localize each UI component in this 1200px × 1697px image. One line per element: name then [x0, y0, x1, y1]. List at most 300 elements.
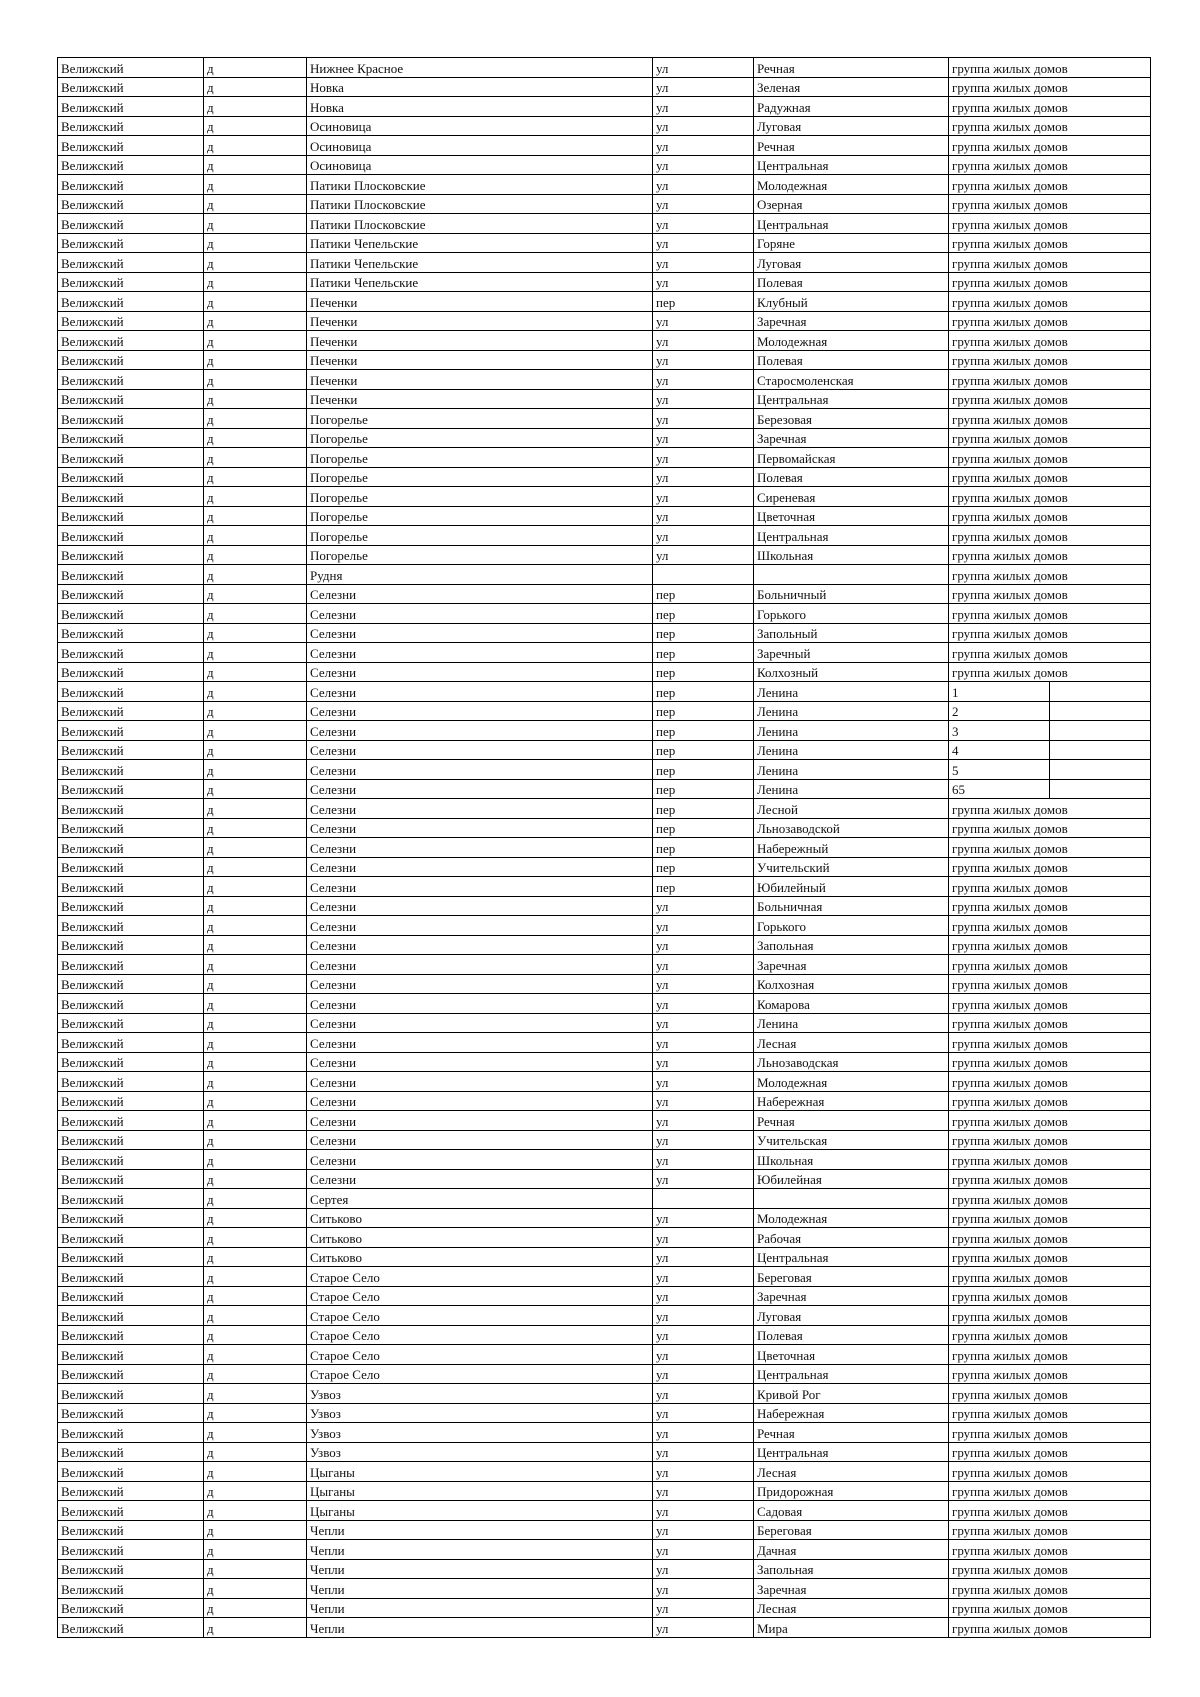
settlement-name-cell: Чепли	[307, 1559, 653, 1579]
street-type-cell: ул	[653, 350, 754, 370]
district-cell: Велижский	[58, 1208, 204, 1228]
house-cell: группа жилых домов	[949, 428, 1151, 448]
settlement-type-cell: д	[204, 662, 307, 682]
settlement-type-cell: д	[204, 1403, 307, 1423]
street-type-cell: ул	[653, 1462, 754, 1482]
district-cell: Велижский	[58, 1150, 204, 1170]
street-name-cell: Заречная	[754, 1579, 949, 1599]
settlement-name-cell: Селезни	[307, 740, 653, 760]
house-cell: группа жилых домов	[949, 1442, 1151, 1462]
table-row	[58, 1598, 1151, 1618]
settlement-type-cell: д	[204, 1345, 307, 1365]
house-cell: группа жилых домов	[949, 1247, 1151, 1267]
house-cell: группа жилых домов	[949, 565, 1151, 585]
table-row	[58, 682, 1151, 702]
table-row	[58, 1501, 1151, 1521]
settlement-type-cell: д	[204, 857, 307, 877]
settlement-name-cell: Погорелье	[307, 467, 653, 487]
table-row	[58, 701, 1151, 721]
street-name-cell: Центральная	[754, 214, 949, 234]
house-cell: группа жилых домов	[949, 155, 1151, 175]
street-type-cell: ул	[653, 1325, 754, 1345]
settlement-name-cell: Селезни	[307, 896, 653, 916]
settlement-name-cell: Чепли	[307, 1579, 653, 1599]
settlement-name-cell: Чепли	[307, 1540, 653, 1560]
street-name-cell: Запольная	[754, 1559, 949, 1579]
house-extra-cell	[1050, 721, 1151, 741]
table-row	[58, 818, 1151, 838]
street-name-cell: Больничный	[754, 584, 949, 604]
district-cell: Велижский	[58, 1403, 204, 1423]
settlement-type-cell: д	[204, 1111, 307, 1131]
table-row	[58, 136, 1151, 156]
district-cell: Велижский	[58, 1189, 204, 1209]
settlement-name-cell: Селезни	[307, 974, 653, 994]
table-row	[58, 1189, 1151, 1209]
street-type-cell: ул	[653, 1247, 754, 1267]
table-row	[58, 662, 1151, 682]
district-cell: Велижский	[58, 253, 204, 273]
settlement-type-cell: д	[204, 623, 307, 643]
table-row	[58, 1033, 1151, 1053]
street-name-cell: Зеленая	[754, 77, 949, 97]
house-cell: 65	[949, 779, 1050, 799]
settlement-type-cell: д	[204, 1286, 307, 1306]
table-row	[58, 994, 1151, 1014]
street-type-cell: ул	[653, 136, 754, 156]
house-cell: группа жилых домов	[949, 272, 1151, 292]
street-type-cell: ул	[653, 311, 754, 331]
settlement-type-cell: д	[204, 721, 307, 741]
house-cell: 4	[949, 740, 1050, 760]
settlement-name-cell: Ситьково	[307, 1208, 653, 1228]
table-row	[58, 740, 1151, 760]
table-row	[58, 1403, 1151, 1423]
table-row	[58, 1228, 1151, 1248]
house-cell: 2	[949, 701, 1050, 721]
street-name-cell: Мира	[754, 1618, 949, 1638]
street-name-cell: Ленина	[754, 721, 949, 741]
street-name-cell: Первомайская	[754, 448, 949, 468]
settlement-type-cell: д	[204, 896, 307, 916]
house-cell: группа жилых домов	[949, 370, 1151, 390]
table-row	[58, 1208, 1151, 1228]
street-name-cell: Луговая	[754, 116, 949, 136]
street-name-cell: Ленина	[754, 740, 949, 760]
settlement-type-cell: д	[204, 1072, 307, 1092]
street-name-cell: Береговая	[754, 1520, 949, 1540]
table-row	[58, 1267, 1151, 1287]
settlement-name-cell: Селезни	[307, 1052, 653, 1072]
district-cell: Велижский	[58, 77, 204, 97]
table-row	[58, 155, 1151, 175]
street-name-cell: Придорожная	[754, 1481, 949, 1501]
settlement-type-cell: д	[204, 545, 307, 565]
street-name-cell: Молодежная	[754, 331, 949, 351]
street-name-cell: Запольный	[754, 623, 949, 643]
street-type-cell: ул	[653, 1579, 754, 1599]
street-type-cell: пер	[653, 292, 754, 312]
settlement-name-cell: Селезни	[307, 643, 653, 663]
settlement-type-cell: д	[204, 58, 307, 78]
street-name-cell: Садовая	[754, 1501, 949, 1521]
district-cell: Велижский	[58, 350, 204, 370]
street-type-cell: пер	[653, 721, 754, 741]
street-type-cell: ул	[653, 1033, 754, 1053]
settlement-name-cell: Селезни	[307, 701, 653, 721]
settlement-name-cell: Узвоз	[307, 1403, 653, 1423]
settlement-type-cell: д	[204, 428, 307, 448]
settlement-type-cell: д	[204, 97, 307, 117]
street-type-cell: ул	[653, 974, 754, 994]
settlement-name-cell: Погорелье	[307, 526, 653, 546]
settlement-name-cell: Старое Село	[307, 1267, 653, 1287]
settlement-type-cell: д	[204, 779, 307, 799]
district-cell: Велижский	[58, 1013, 204, 1033]
table-row	[58, 877, 1151, 897]
street-name-cell: Луговая	[754, 1306, 949, 1326]
settlement-name-cell: Селезни	[307, 1169, 653, 1189]
house-cell: 1	[949, 682, 1050, 702]
district-cell: Велижский	[58, 136, 204, 156]
house-extra-cell	[1050, 701, 1151, 721]
table-row	[58, 467, 1151, 487]
street-name-cell: Речная	[754, 58, 949, 78]
settlement-type-cell: д	[204, 1247, 307, 1267]
street-name-cell: Полевая	[754, 467, 949, 487]
district-cell: Велижский	[58, 818, 204, 838]
house-cell: группа жилых домов	[949, 1462, 1151, 1482]
settlement-type-cell: д	[204, 506, 307, 526]
table-row	[58, 77, 1151, 97]
settlement-name-cell: Селезни	[307, 799, 653, 819]
settlement-name-cell: Узвоз	[307, 1442, 653, 1462]
street-name-cell: Рабочая	[754, 1228, 949, 1248]
settlement-name-cell: Погорелье	[307, 545, 653, 565]
settlement-type-cell: д	[204, 1267, 307, 1287]
settlement-type-cell: д	[204, 1501, 307, 1521]
street-name-cell: Набережная	[754, 1091, 949, 1111]
street-name-cell: Радужная	[754, 97, 949, 117]
settlement-name-cell: Новка	[307, 97, 653, 117]
house-cell: группа жилых домов	[949, 1189, 1151, 1209]
street-type-cell: ул	[653, 1286, 754, 1306]
house-cell: группа жилых домов	[949, 1150, 1151, 1170]
district-cell: Велижский	[58, 623, 204, 643]
table-row	[58, 116, 1151, 136]
district-cell: Велижский	[58, 935, 204, 955]
settlement-type-cell: д	[204, 955, 307, 975]
street-name-cell: Учительский	[754, 857, 949, 877]
settlement-name-cell: Погорелье	[307, 487, 653, 507]
street-name-cell: Старосмоленская	[754, 370, 949, 390]
street-name-cell: Молодежная	[754, 1208, 949, 1228]
street-type-cell: ул	[653, 272, 754, 292]
district-cell: Велижский	[58, 701, 204, 721]
settlement-type-cell: д	[204, 701, 307, 721]
settlement-name-cell: Патики Чепельские	[307, 233, 653, 253]
street-name-cell: Колхозный	[754, 662, 949, 682]
table-row	[58, 857, 1151, 877]
settlement-type-cell: д	[204, 1306, 307, 1326]
street-type-cell: ул	[653, 1072, 754, 1092]
district-cell: Велижский	[58, 1267, 204, 1287]
table-row	[58, 526, 1151, 546]
settlement-type-cell: д	[204, 974, 307, 994]
house-cell: группа жилых домов	[949, 409, 1151, 429]
settlement-name-cell: Селезни	[307, 1130, 653, 1150]
district-cell: Велижский	[58, 1618, 204, 1638]
street-type-cell: ул	[653, 506, 754, 526]
settlement-type-cell: д	[204, 116, 307, 136]
street-type-cell: ул	[653, 1052, 754, 1072]
street-name-cell: Лесная	[754, 1462, 949, 1482]
house-cell: группа жилых домов	[949, 1111, 1151, 1131]
settlement-type-cell: д	[204, 1540, 307, 1560]
house-cell: группа жилых домов	[949, 487, 1151, 507]
district-cell: Велижский	[58, 643, 204, 663]
settlement-name-cell: Старое Село	[307, 1364, 653, 1384]
street-type-cell: ул	[653, 467, 754, 487]
street-type-cell: ул	[653, 370, 754, 390]
settlement-name-cell: Узвоз	[307, 1384, 653, 1404]
street-type-cell: ул	[653, 1384, 754, 1404]
settlement-name-cell: Селезни	[307, 877, 653, 897]
house-cell: группа жилых домов	[949, 857, 1151, 877]
street-name-cell: Учительская	[754, 1130, 949, 1150]
settlement-type-cell: д	[204, 1189, 307, 1209]
street-type-cell: ул	[653, 1306, 754, 1326]
house-cell: группа жилых домов	[949, 1559, 1151, 1579]
street-name-cell: Молодежная	[754, 175, 949, 195]
street-type-cell: пер	[653, 877, 754, 897]
district-cell: Велижский	[58, 896, 204, 916]
settlement-name-cell: Цыганы	[307, 1462, 653, 1482]
table-row	[58, 370, 1151, 390]
settlement-type-cell: д	[204, 1618, 307, 1638]
street-name-cell: Молодежная	[754, 1072, 949, 1092]
address-table	[57, 57, 1151, 1638]
settlement-type-cell: д	[204, 233, 307, 253]
settlement-type-cell: д	[204, 1442, 307, 1462]
table-row	[58, 584, 1151, 604]
settlement-name-cell: Селезни	[307, 1013, 653, 1033]
settlement-type-cell: д	[204, 565, 307, 585]
table-row	[58, 97, 1151, 117]
house-cell: группа жилых домов	[949, 331, 1151, 351]
district-cell: Велижский	[58, 1481, 204, 1501]
street-name-cell: Горяне	[754, 233, 949, 253]
house-cell: группа жилых домов	[949, 818, 1151, 838]
house-cell: группа жилых домов	[949, 1364, 1151, 1384]
street-name-cell: Полевая	[754, 350, 949, 370]
district-cell: Велижский	[58, 292, 204, 312]
settlement-type-cell: д	[204, 1423, 307, 1443]
settlement-type-cell: д	[204, 916, 307, 936]
district-cell: Велижский	[58, 1228, 204, 1248]
street-type-cell: ул	[653, 1403, 754, 1423]
settlement-name-cell: Погорелье	[307, 506, 653, 526]
house-cell: группа жилых домов	[949, 877, 1151, 897]
house-cell: группа жилых домов	[949, 1579, 1151, 1599]
table-row	[58, 1169, 1151, 1189]
settlement-type-cell: д	[204, 799, 307, 819]
settlement-type-cell: д	[204, 643, 307, 663]
house-cell: группа жилых домов	[949, 1306, 1151, 1326]
settlement-type-cell: д	[204, 760, 307, 780]
settlement-type-cell: д	[204, 1228, 307, 1248]
street-name-cell: Лесной	[754, 799, 949, 819]
house-cell: группа жилых домов	[949, 1228, 1151, 1248]
settlement-type-cell: д	[204, 994, 307, 1014]
house-cell: группа жилых домов	[949, 1130, 1151, 1150]
house-cell: группа жилых домов	[949, 1384, 1151, 1404]
street-type-cell: ул	[653, 389, 754, 409]
street-type-cell: ул	[653, 955, 754, 975]
street-type-cell: ул	[653, 175, 754, 195]
district-cell: Велижский	[58, 740, 204, 760]
district-cell: Велижский	[58, 1052, 204, 1072]
table-row	[58, 233, 1151, 253]
district-cell: Велижский	[58, 194, 204, 214]
settlement-name-cell: Селезни	[307, 994, 653, 1014]
house-cell: группа жилых домов	[949, 896, 1151, 916]
settlement-type-cell: д	[204, 1091, 307, 1111]
street-type-cell: ул	[653, 1150, 754, 1170]
house-cell: группа жилых домов	[949, 1598, 1151, 1618]
settlement-type-cell: д	[204, 838, 307, 858]
settlement-type-cell: д	[204, 350, 307, 370]
street-type-cell: пер	[653, 838, 754, 858]
settlement-type-cell: д	[204, 331, 307, 351]
street-name-cell: Центральная	[754, 1442, 949, 1462]
house-cell: группа жилых домов	[949, 1325, 1151, 1345]
settlement-name-cell: Селезни	[307, 604, 653, 624]
street-name-cell: Школьная	[754, 545, 949, 565]
settlement-type-cell: д	[204, 1130, 307, 1150]
table-row	[58, 1442, 1151, 1462]
street-name-cell: Запольная	[754, 935, 949, 955]
street-type-cell: пер	[653, 584, 754, 604]
street-name-cell: Центральная	[754, 389, 949, 409]
table-row	[58, 623, 1151, 643]
street-name-cell: Центральная	[754, 1247, 949, 1267]
table-row	[58, 779, 1151, 799]
settlement-type-cell: д	[204, 77, 307, 97]
table-row	[58, 838, 1151, 858]
settlement-type-cell: д	[204, 818, 307, 838]
settlement-type-cell: д	[204, 467, 307, 487]
table-row	[58, 1072, 1151, 1092]
settlement-type-cell: д	[204, 935, 307, 955]
street-name-cell: Юбилейная	[754, 1169, 949, 1189]
table-row	[58, 175, 1151, 195]
table-row	[58, 1247, 1151, 1267]
table-row	[58, 955, 1151, 975]
district-cell: Велижский	[58, 1384, 204, 1404]
street-name-cell: Центральная	[754, 155, 949, 175]
table-row	[58, 214, 1151, 234]
house-cell: группа жилых домов	[949, 214, 1151, 234]
table-row	[58, 487, 1151, 507]
settlement-type-cell: д	[204, 311, 307, 331]
house-cell: группа жилых домов	[949, 1286, 1151, 1306]
table-row	[58, 565, 1151, 585]
settlement-type-cell: д	[204, 526, 307, 546]
settlement-name-cell: Печенки	[307, 370, 653, 390]
house-cell: группа жилых домов	[949, 643, 1151, 663]
street-name-cell: Горького	[754, 604, 949, 624]
district-cell: Велижский	[58, 584, 204, 604]
settlement-name-cell: Сертея	[307, 1189, 653, 1209]
street-type-cell: ул	[653, 1364, 754, 1384]
street-type-cell: пер	[653, 662, 754, 682]
house-cell: группа жилых домов	[949, 955, 1151, 975]
street-type-cell: ул	[653, 1520, 754, 1540]
house-cell: группа жилых домов	[949, 662, 1151, 682]
settlement-name-cell: Печенки	[307, 331, 653, 351]
district-cell: Велижский	[58, 1520, 204, 1540]
street-type-cell: пер	[653, 604, 754, 624]
street-name-cell: Ленина	[754, 760, 949, 780]
table-row	[58, 1111, 1151, 1131]
street-name-cell: Ленина	[754, 682, 949, 702]
settlement-name-cell: Печенки	[307, 389, 653, 409]
settlement-name-cell: Патики Чепельские	[307, 253, 653, 273]
street-name-cell: Горького	[754, 916, 949, 936]
house-cell: группа жилых домов	[949, 974, 1151, 994]
house-cell: группа жилых домов	[949, 1267, 1151, 1287]
settlement-type-cell: д	[204, 214, 307, 234]
district-cell: Велижский	[58, 175, 204, 195]
district-cell: Велижский	[58, 1423, 204, 1443]
district-cell: Велижский	[58, 545, 204, 565]
district-cell: Велижский	[58, 662, 204, 682]
settlement-name-cell: Печенки	[307, 311, 653, 331]
table-row	[58, 292, 1151, 312]
settlement-name-cell: Чепли	[307, 1520, 653, 1540]
table-row	[58, 409, 1151, 429]
house-cell: группа жилых домов	[949, 350, 1151, 370]
settlement-name-cell: Старое Село	[307, 1306, 653, 1326]
street-name-cell	[754, 565, 949, 585]
table-body	[58, 58, 1151, 1638]
street-type-cell: пер	[653, 857, 754, 877]
district-cell: Велижский	[58, 1501, 204, 1521]
settlement-name-cell: Селезни	[307, 682, 653, 702]
settlement-name-cell: Патики Плосковские	[307, 194, 653, 214]
street-type-cell: ул	[653, 1501, 754, 1521]
street-type-cell: ул	[653, 1130, 754, 1150]
settlement-name-cell: Печенки	[307, 350, 653, 370]
street-name-cell: Береговая	[754, 1267, 949, 1287]
district-cell: Велижский	[58, 682, 204, 702]
district-cell: Велижский	[58, 155, 204, 175]
district-cell: Велижский	[58, 448, 204, 468]
house-cell: группа жилых домов	[949, 1403, 1151, 1423]
house-cell: группа жилых домов	[949, 1481, 1151, 1501]
house-cell: группа жилых домов	[949, 545, 1151, 565]
house-cell: группа жилых домов	[949, 448, 1151, 468]
house-cell: группа жилых домов	[949, 1072, 1151, 1092]
district-cell: Велижский	[58, 1462, 204, 1482]
street-name-cell: Льнозаводская	[754, 1052, 949, 1072]
district-cell: Велижский	[58, 916, 204, 936]
street-type-cell: ул	[653, 994, 754, 1014]
street-type-cell: пер	[653, 740, 754, 760]
settlement-type-cell: д	[204, 448, 307, 468]
settlement-name-cell: Ситьково	[307, 1228, 653, 1248]
